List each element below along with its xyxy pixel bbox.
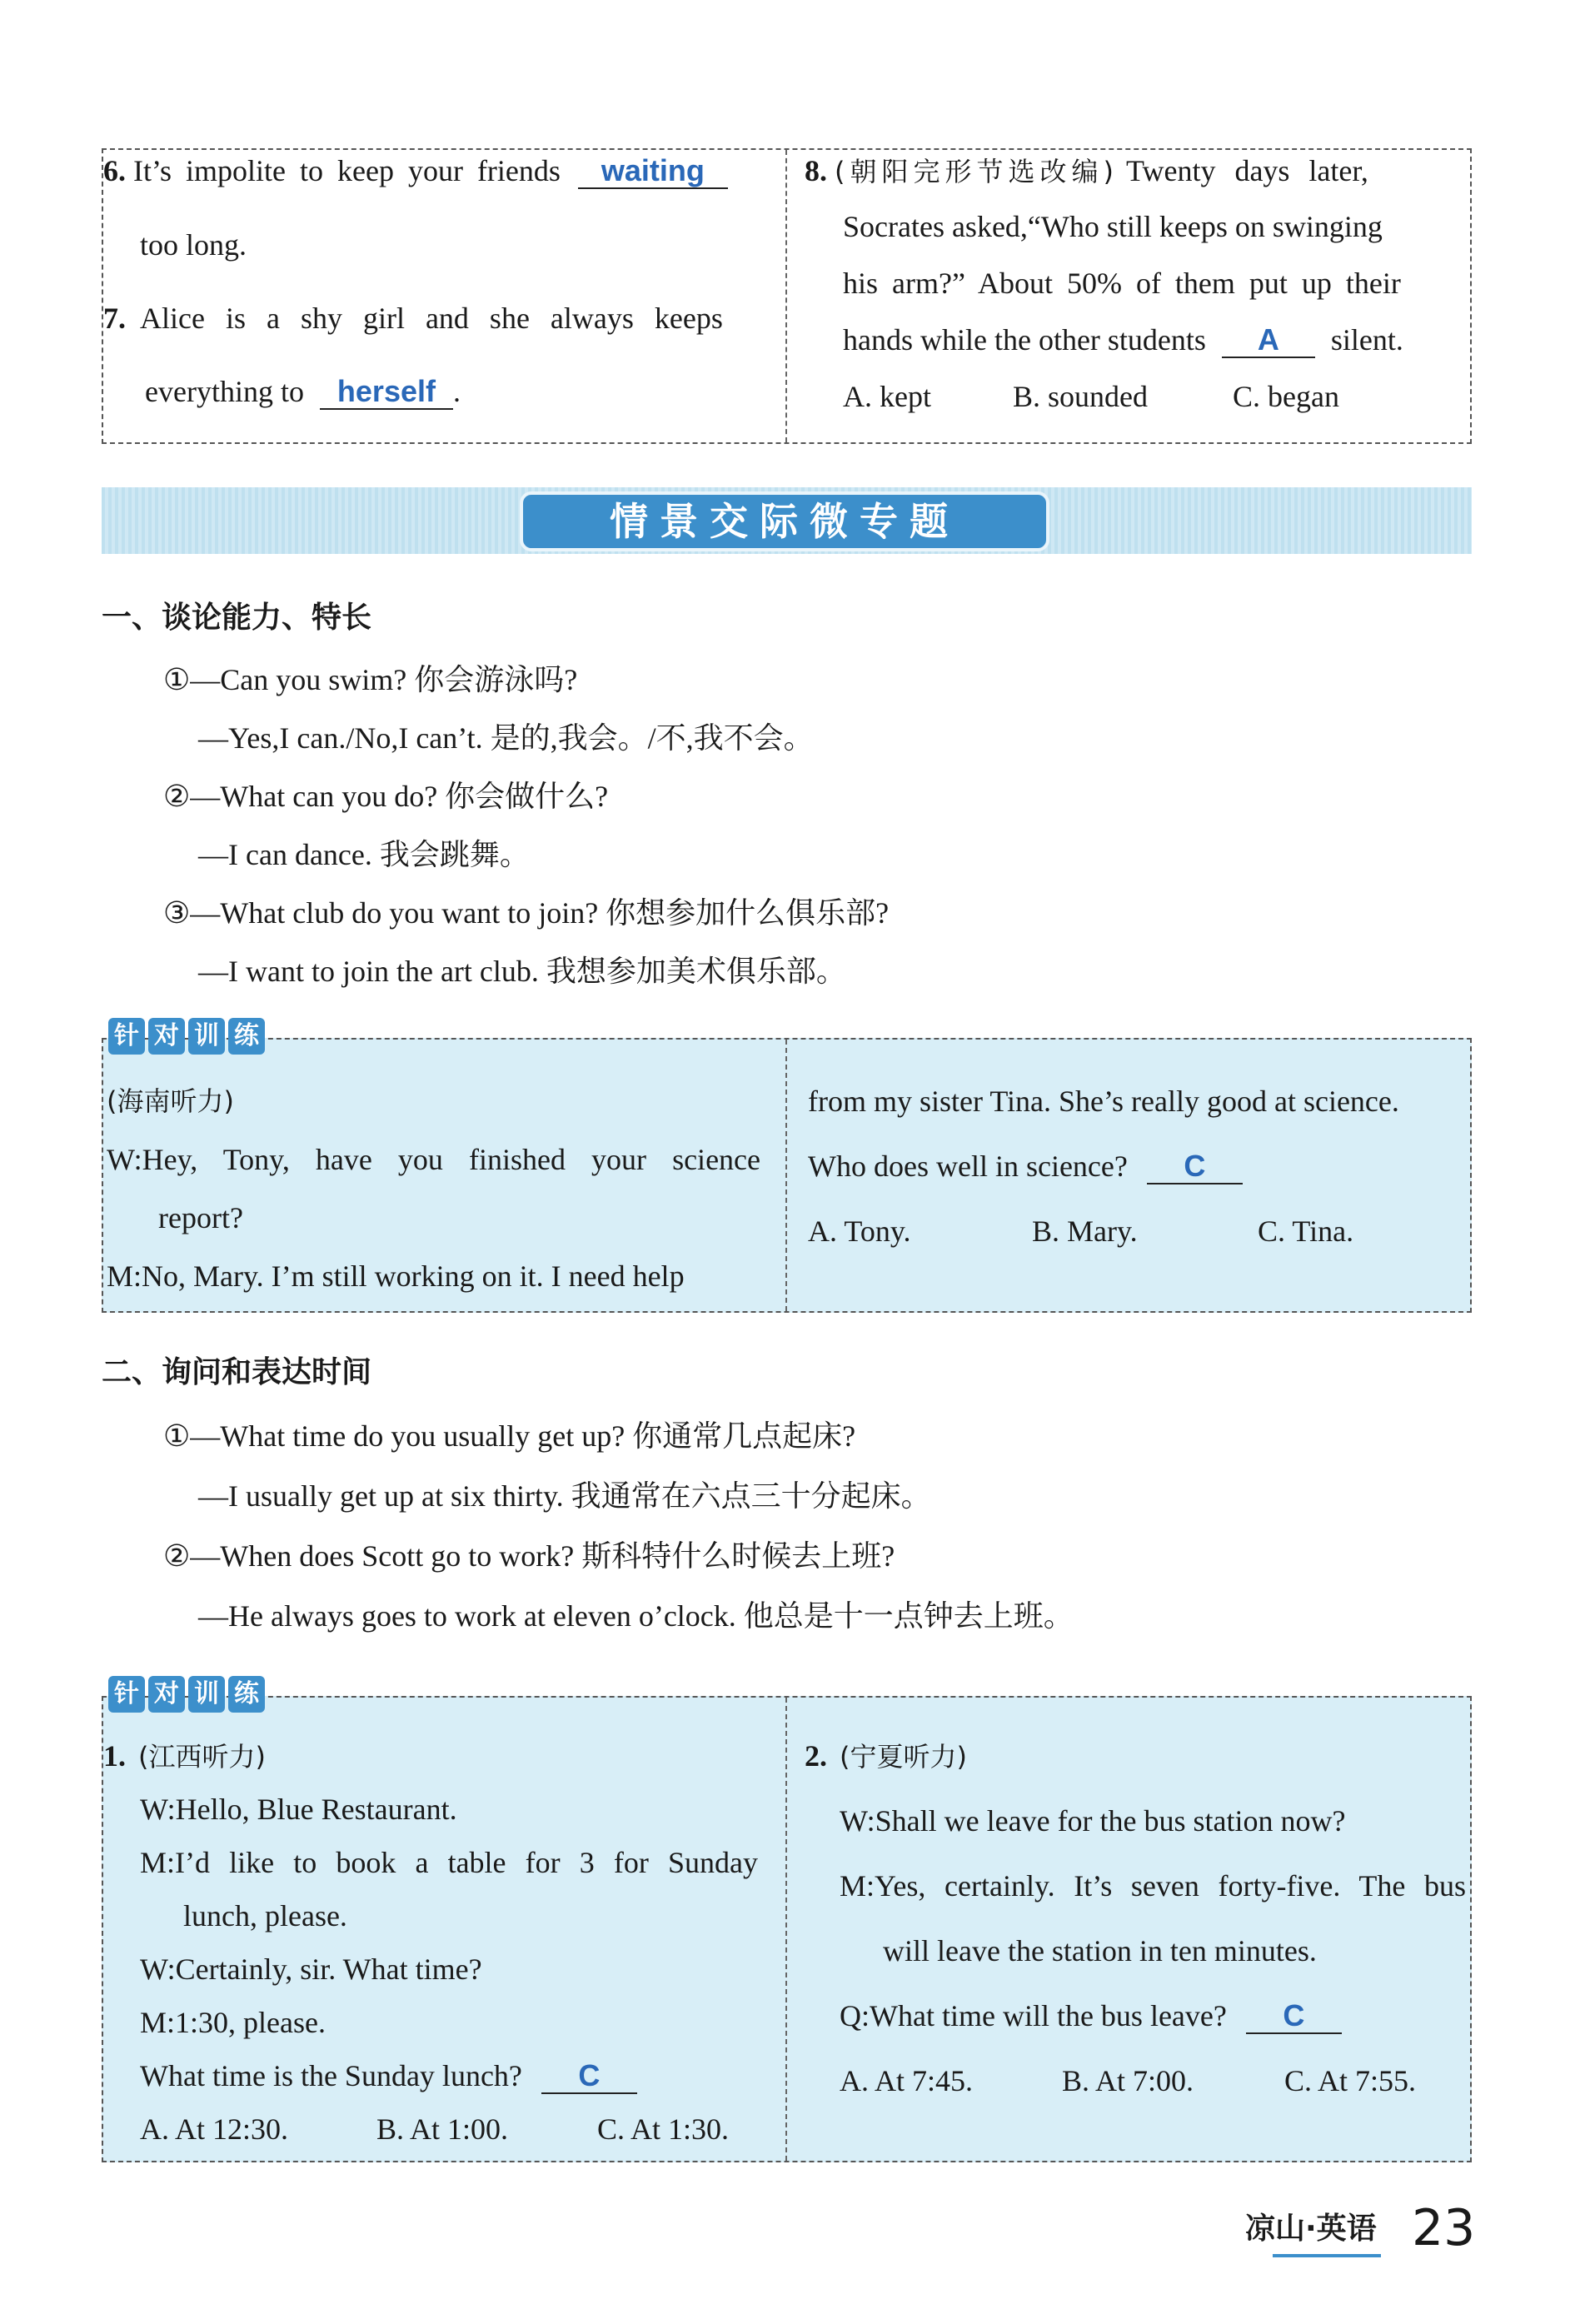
dialogue-line: will leave the station in ten minutes. [883,1934,1317,1967]
section-2-heading: 二、询问和表达时间 [102,1355,372,1389]
practice-tag-char: 练 [228,1018,265,1055]
question-text: hands while the other students [843,323,1206,357]
option-b: B. At 7:00. [1062,2064,1194,2097]
page-number: 23 [1412,2199,1476,2257]
question-2-header [805,1738,967,1775]
option-a: A. At 7:45. [840,2064,974,2097]
section-2-line: —I usually get up at six thirty. 我通常在六点三十分起床。 [198,1479,931,1513]
banner-title: 情景交际微专题 [520,491,1049,551]
section-2-line: ①—What time do you usually get up? 你通常几点起床? [163,1419,856,1453]
dialogue-line: M:I’d like to book a table for 3 for Sunday [140,1846,758,1879]
question-text: What time is the Sunday lunch? [140,2059,522,2092]
question-text: Q:What time will the bus leave? [840,1999,1227,2032]
question-text: Alice is a shy girl and she always keeps [140,302,723,335]
question-7 [103,300,761,337]
section-1-line: —I can dance. 我会跳舞。 [198,838,530,871]
question-number: 1. [103,1739,126,1773]
dialogue-line: M:1:30, please. [140,2006,326,2039]
practice-tag-char: 针 [108,1676,145,1713]
dialogue-line: M:Yes, certainly. It’s seven forty-five. The bus [840,1869,1466,1903]
answer-blank: C [1147,1150,1243,1184]
option-a: A. At 12:30. [140,2112,289,2146]
question-number: 7. [103,302,126,335]
question-6 [103,152,761,189]
dialogue-line: W:Shall we leave for the bus station now? [840,1804,1346,1838]
column-divider [785,1698,787,2161]
footer-label: 凉山·英语 [1245,2212,1377,2246]
option-a: A. kept [843,380,931,413]
dialogue-line: M:No, Mary. I’m still working on it. I need help [107,1259,685,1293]
question-6-continuation: too long. [140,228,247,262]
section-1-line: ②—What can you do? 你会做什么? [163,780,609,813]
question-text: silent. [1330,323,1403,357]
section-1-line: ①—Can you swim? 你会游泳吗? [163,663,578,696]
practice-tag [108,1018,265,1055]
option-b: B. Mary. [1032,1214,1138,1248]
section-1-line: —I want to join the art club. 我想参加美术俱乐部。 [198,955,846,988]
question-text: everything to [145,375,304,408]
question-text: It’s impolite to keep your friends [133,154,561,187]
question-number: 8. [805,154,827,187]
dialogue-line: W:Hello, Blue Restaurant. [140,1793,457,1826]
practice-tag-char: 对 [148,1018,185,1055]
answer-blank: C [541,2059,637,2094]
option-b: B. At 1:00. [376,2112,509,2146]
dialogue-line: report? [158,1201,243,1234]
option-c: C. At 7:55. [1284,2064,1417,2097]
section-1-line: ③—What club do you want to join? 你想参加什么俱乐部? [163,896,890,930]
dialogue-line: W:Certainly, sir. What time? [140,1952,482,1986]
question-8-line-3: his arm?” About 50% of them put up their [843,267,1401,300]
section-2-line: ②—When does Scott go to work? 斯科特什么时候去上班? [163,1539,895,1573]
question-line [840,1997,1342,2034]
option-c: C. At 1:30. [597,2112,730,2146]
question-8-line-1 [805,152,1463,190]
question-text: Who does well in science? [808,1150,1128,1183]
answer-blank: herself [320,375,453,410]
dialogue-line: lunch, please. [183,1899,347,1933]
practice-tag-char: 训 [188,1676,225,1713]
question-line [140,2057,637,2094]
question-1-header [103,1738,266,1775]
answer-options [808,1213,1353,1249]
question-text: Twenty days later, [1125,154,1368,187]
question-7-continuation [145,373,461,410]
listening-source: (宁夏听力) [840,1741,967,1773]
option-a: A. Tony. [808,1214,911,1248]
question-8-options [843,378,1339,415]
punctuation: . [452,375,461,408]
answer-blank: A [1222,323,1315,358]
answer-blank: waiting [578,154,728,189]
practice-tag-char: 针 [108,1018,145,1055]
question-line [808,1148,1243,1184]
answer-options [140,2111,729,2147]
dialogue-line: W:Hey, Tony, have you finished your science [107,1143,760,1176]
practice-tag-char: 训 [188,1018,225,1055]
listening-source: (海南听力) [107,1085,234,1117]
section-1-line: —Yes,I can./No,I can’t. 是的,我会。/不,我不会。 [198,721,814,755]
question-source: (朝阳完形节选改编) [835,156,1119,187]
answer-options [840,2062,1416,2099]
question-8-line-4 [843,322,1403,358]
question-number: 2. [805,1739,827,1773]
question-number: 6. [103,154,126,187]
practice-tag [108,1676,265,1713]
option-c: C. began [1233,380,1339,413]
answer-blank: C [1246,1999,1342,2034]
section-2-line: —He always goes to work at eleven o’clock. 他总是十一点钟去上班。 [198,1599,1074,1633]
listening-source: (江西听力) [138,1741,266,1773]
column-divider [785,1040,787,1311]
column-divider [785,150,787,442]
option-b: B. sounded [1013,380,1148,413]
dialogue-line: from my sister Tina. She’s really good at science. [808,1085,1399,1118]
option-c: C. Tina. [1258,1214,1354,1248]
footer-underline [1273,2254,1381,2257]
practice-tag-char: 练 [228,1676,265,1713]
section-1-heading: 一、谈论能力、特长 [102,601,372,635]
question-8-line-2: Socrates asked,“Who still keeps on swinging [843,210,1383,243]
practice-tag-char: 对 [148,1676,185,1713]
